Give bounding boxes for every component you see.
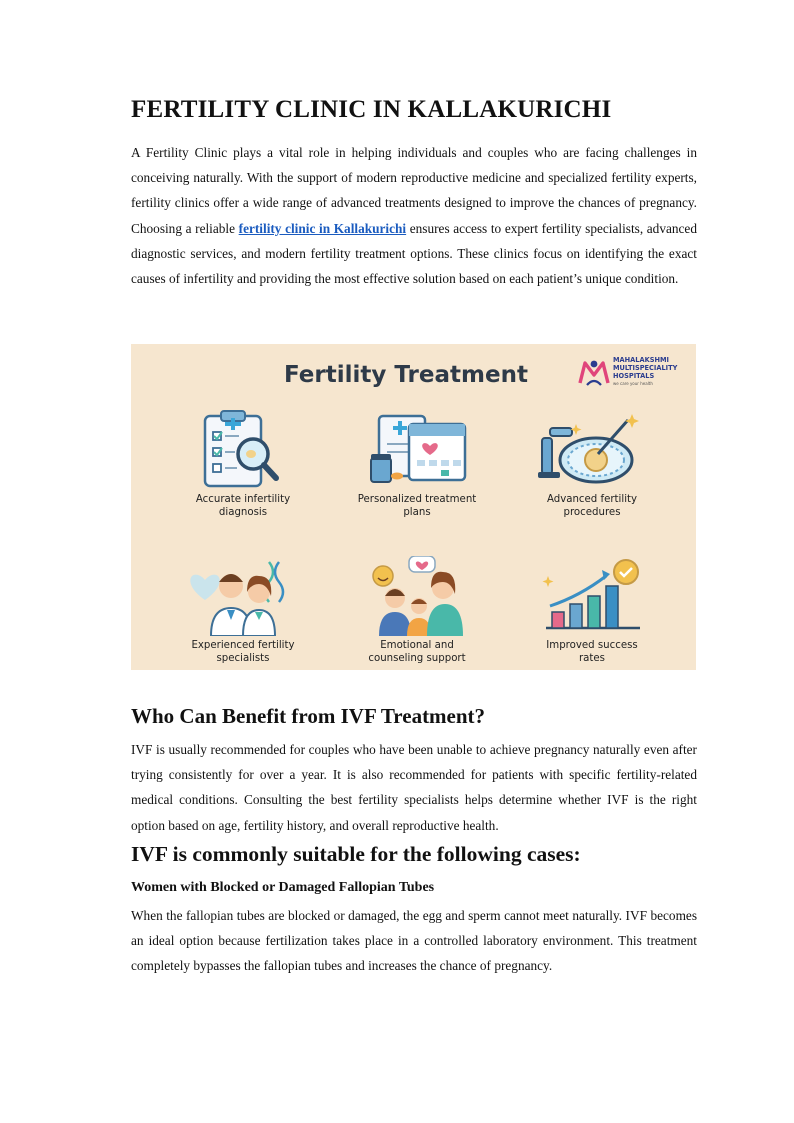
tile-label-line2: specialists: [216, 652, 270, 664]
calendar-plan-icon: [357, 410, 477, 490]
infographic-title: Fertility Treatment: [284, 362, 528, 388]
fertility-clinic-link[interactable]: fertility clinic in Kallakurichi: [238, 220, 407, 236]
intro-text-start: A Fertility Clinic plays a vital role in helping individuals and couples who are facing challenges in conceiving naturally. With the support of modern reproductive medicine and specialized fertility experts, fertility clinics offer a wide range of advanced treatments designed to improve the chances of pregnancy. Choosing a reliable: [131, 145, 697, 236]
who-benefits-paragraph: IVF is usually recommended for couples who have been unable to achieve pregnancy naturally even after trying consistently for over a year. It is also recommended for patients with specific fertility-related medical conditions. Consulting the best fertility specialists helps determine whether IVF is the right option based on age, fertility history, and overall reproductive health.: [131, 742, 697, 833]
tile-label-advanced-procedures: [507, 494, 677, 519]
tile-label-line1: Advanced fertility: [546, 494, 638, 505]
tile-label-line1: Emotional and: [380, 640, 454, 651]
tile-label-line1: Accurate infertility: [195, 494, 291, 505]
logo-tagline: we care your health: [613, 381, 653, 386]
tile-personalized-plans: [332, 410, 502, 560]
fertility-treatment-infographic: [131, 344, 696, 670]
tile-label-accurate-diagnosis: [158, 494, 328, 519]
tile-label-emotional-support: [332, 640, 502, 665]
tile-label-line2: counseling support: [368, 652, 466, 664]
doctors-icon: [183, 556, 303, 636]
blocked-tubes-subheading: Women with Blocked or Damaged Fallopian Tubes: [131, 880, 435, 895]
tile-label-success-rates: [507, 640, 677, 665]
intro-paragraph: [131, 140, 697, 291]
cases-heading: IVF is commonly suitable for the following cases:: [131, 842, 581, 866]
tile-label-line1: Improved success: [546, 640, 638, 651]
tile-label-line2: diagnosis: [218, 506, 268, 518]
tile-success-rates: [507, 556, 677, 670]
tile-label-line1: Personalized treatment: [357, 494, 477, 505]
tile-label-line2: rates: [578, 652, 605, 664]
growth-chart-icon: [532, 556, 652, 636]
tile-label-personalized-plans: [332, 494, 502, 519]
tile-accurate-diagnosis: [158, 410, 328, 560]
tile-advanced-procedures: [507, 410, 677, 560]
family-support-icon: [357, 556, 477, 636]
hospital-logo-icon: [577, 357, 611, 387]
hospital-logo: [577, 354, 695, 394]
blocked-tubes-paragraph: When the fallopian tubes are blocked or damaged, the egg and sperm cannot meet naturally. IVF becomes an ideal option because fertilization takes place in a controlled laboratory environment. This treatment completely bypasses the fallopian tubes and increases the chance of pregnancy.: [131, 908, 697, 974]
page-title: FERTILITY CLINIC IN KALLAKURICHI: [131, 96, 612, 123]
tile-label-line1: Experienced fertility: [191, 640, 295, 651]
tile-label-experienced-specialists: [158, 640, 328, 665]
tile-emotional-support: [332, 556, 502, 670]
intro-text-end: ensures access to expert fertility specialists, advanced diagnostic services, and modern fertility treatment options. These clinics focus on identifying the exact causes of infertility and providing the most effective solution based on each patient’s unique condition.: [131, 220, 697, 287]
microscope-petri-icon: [532, 410, 652, 490]
logo-text: MAHALAKSHMI MULTISPECIALITY HOSPITALS: [613, 356, 678, 380]
who-benefits-heading: Who Can Benefit from IVF Treatment?: [131, 704, 486, 728]
tile-label-line2: procedures: [563, 506, 621, 518]
clipboard-magnifier-icon: [183, 410, 303, 490]
tile-experienced-specialists: [158, 556, 328, 670]
tile-label-line2: plans: [403, 506, 431, 518]
